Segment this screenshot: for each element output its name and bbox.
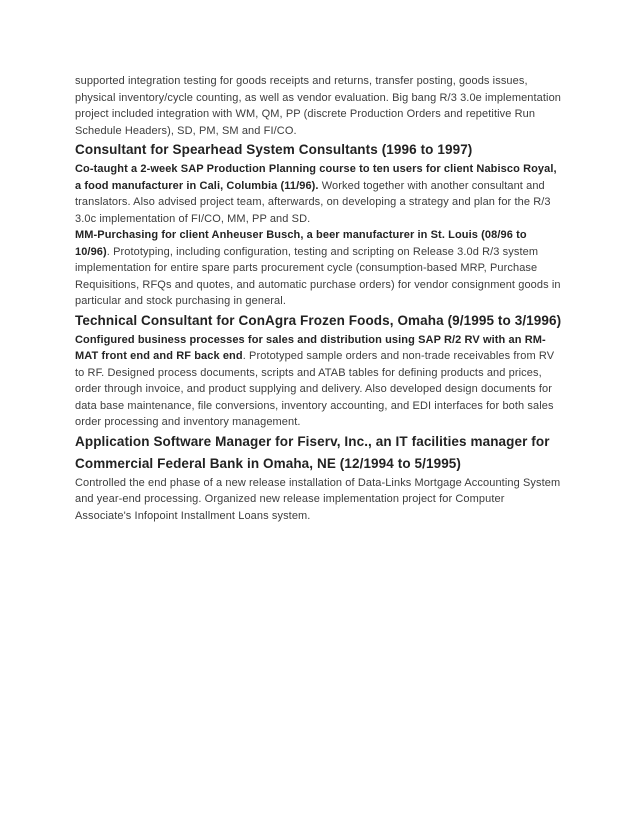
heading-fiserv [75, 431, 563, 475]
text-run: Controlled the end phase of a new release installation of Data-Links Mortgage Accounting System and year-end processing. Organized new release implementation project for Computer Associate's Infopoint Installment Loans system. [75, 476, 561, 522]
text-run: . Prototyping, including configuration, testing and scripting on Release 3.0d R/3 system implementation for entire spare parts procurement cycle (consumption-based MRP, Purchase Requisitions, RFQs and quotes, and automatic purchase orders) for vendor consignment goods in particular and stock purchasing in general. [75, 245, 561, 307]
text-run: supported integration testing for goods receipts and returns, transfer posting, goods issues, physical inventory/cycle counting, as well as vendor evaluation. Big bang R/3 3.0e implementation project included integration with WM, QM, PP (discrete Production Orders and repetitive Run Schedule Headers), SD, PM, SM and FI/CO. [75, 75, 562, 137]
text-run-bold: Configured business processes for sales and distribution using SAP R/2 RV with an RM-MAT front end and RF back end [75, 333, 546, 362]
heading-spearhead-consultants [75, 139, 563, 161]
text-run-bold: Co-taught a 2-week SAP Production Planning course to ten users for client Nabisco Royal, a food manufacturer in Cali, Columbia (11/96). [75, 163, 557, 192]
text-run-bold: MM-Purchasing for client Anheuser Busch, a beer manufacturer in St. Louis (08/96 to 10/96) [75, 229, 527, 258]
paragraph-fiserv-details [75, 475, 563, 525]
text-run: Worked together with another consultant and translators. Also advised project team, afterwards, on developing a strategy and plan for the R/3 3.0c implementation of FI/CO, MM, PP and SD. [75, 179, 551, 225]
heading-conagra [75, 310, 563, 332]
paragraph-nabisco-training [75, 161, 563, 227]
heading-text: Technical Consultant for ConAgra Frozen Foods, Omaha (9/1995 to 3/1996) [75, 312, 562, 328]
paragraph-integration-testing [75, 73, 563, 139]
heading-text: Application Software Manager for Fiserv, Inc., an IT facilities manager for Commercial Federal Bank in Omaha, NE (12/1994 to 5/1995) [75, 433, 550, 471]
paragraph-anheuser-busch [75, 227, 563, 310]
text-run: . Prototyped sample orders and non-trade receivables from RV to RF. Designed process documents, scripts and ATAB tables for defining products and prices, order through invoice, and product supplying and delivery. Also developed design documents for data base maintenance, file conversions, inventory accounting, and EDI interfaces for both sales order processing and inventory management. [75, 350, 555, 428]
paragraph-conagra-details [75, 332, 563, 431]
heading-text: Consultant for Spearhead System Consultants (1996 to 1997) [75, 142, 473, 157]
